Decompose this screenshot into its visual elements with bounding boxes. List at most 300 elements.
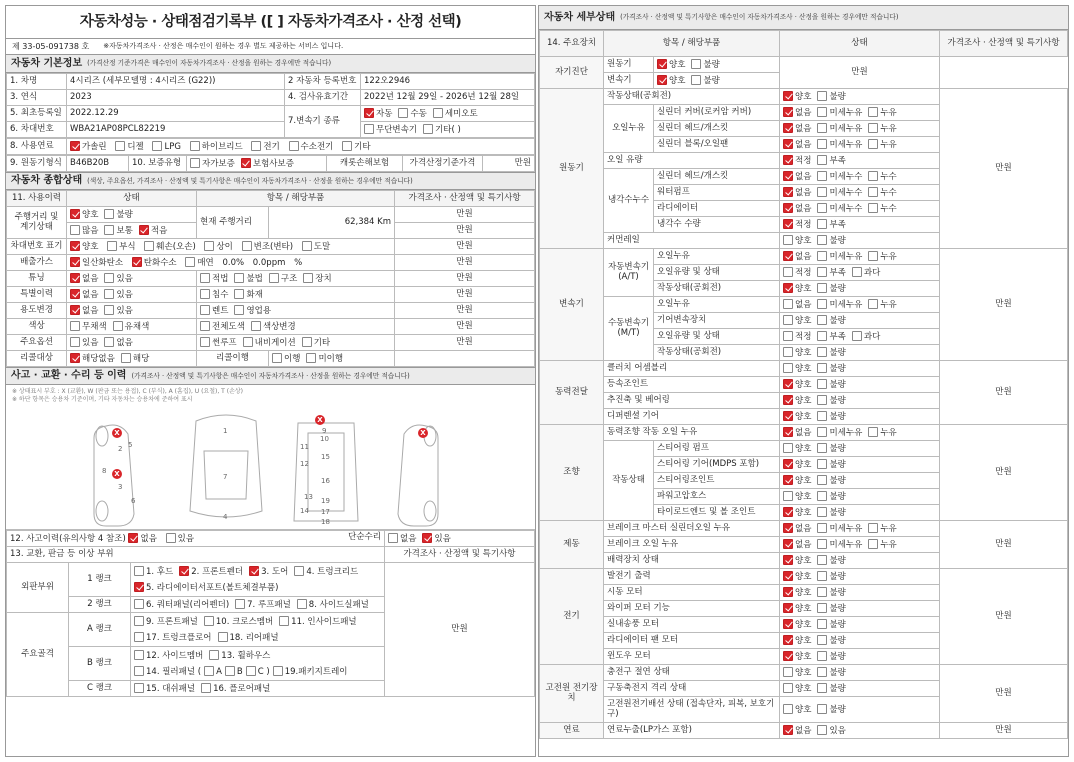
part-pillar-a[interactable]: A bbox=[204, 664, 222, 680]
hv-port-opt-0[interactable]: 양호 bbox=[783, 667, 811, 678]
part-pillar-panel[interactable]: 14. 필러패널 ( bbox=[134, 664, 201, 680]
cool-head-opt-1[interactable]: 미세누수 bbox=[817, 171, 862, 182]
cool-radiator-opt-0[interactable]: 없음 bbox=[783, 203, 811, 214]
simple-yes[interactable]: 있음 bbox=[422, 533, 450, 544]
checked-icon bbox=[783, 475, 793, 485]
at-oil-opt-1[interactable]: 미세누유 bbox=[817, 251, 862, 262]
checkbox-icon bbox=[817, 363, 827, 373]
clutch-opt-1[interactable]: 불량 bbox=[817, 363, 845, 374]
brake-master-opt-0[interactable]: 없음 bbox=[783, 523, 811, 534]
section-at-oil: 변속기 bbox=[540, 249, 604, 361]
checkbox-icon bbox=[783, 299, 793, 309]
car-name-value: 4시리즈 (세부모델명 : 4시리즈 (G22)) bbox=[67, 74, 285, 90]
diagram-legend bbox=[6, 385, 535, 404]
part-front-panel[interactable]: 9. 프론트패널 bbox=[134, 614, 198, 630]
plate-corrosion[interactable]: 부식 bbox=[107, 241, 135, 252]
common-rail-opt-0[interactable]: 양호 bbox=[783, 235, 811, 246]
plate-price: 만원 bbox=[395, 239, 535, 255]
trans-manual[interactable]: 수동 bbox=[398, 108, 426, 119]
starter-opt-0[interactable]: 양호 bbox=[783, 587, 811, 598]
brake-oil-opt-1[interactable]: 미세누유 bbox=[817, 539, 862, 550]
part-front-fender[interactable]: 2. 프론트펜더 bbox=[179, 564, 243, 580]
hv-battery-opt-1[interactable]: 불량 bbox=[817, 683, 845, 694]
checked-icon bbox=[241, 158, 251, 168]
item-oil-cover: 실린더 커버(로커암 커버) bbox=[654, 105, 780, 121]
plate-good[interactable]: 양호 bbox=[70, 241, 98, 252]
checkbox-icon bbox=[115, 141, 125, 151]
cv-joint-opt-1[interactable]: 불량 bbox=[817, 379, 845, 390]
at-level-opt-2[interactable]: 과다 bbox=[852, 267, 880, 278]
fuel-other[interactable]: 기타 bbox=[342, 141, 370, 152]
mt-gear-opt-0[interactable]: 양호 bbox=[783, 315, 811, 326]
recall-items bbox=[269, 351, 395, 367]
price-self-engine: 만원 bbox=[780, 57, 940, 89]
plate-altered[interactable]: 변조(변타) bbox=[242, 241, 293, 252]
steer-oil-opt-2[interactable]: 누유 bbox=[868, 427, 896, 438]
item-brake-oil: 브레이크 오일 누유 bbox=[604, 537, 780, 553]
special-options bbox=[67, 287, 197, 303]
checkbox-icon bbox=[817, 523, 827, 533]
tune-legal[interactable]: 적법 bbox=[200, 273, 228, 284]
steer-hose-opt-0[interactable]: 양호 bbox=[783, 491, 811, 502]
item-oil-head: 실린더 헤드/개스킷 bbox=[654, 121, 780, 137]
checkbox-icon bbox=[868, 427, 878, 437]
hv-battery-opt-0[interactable]: 양호 bbox=[783, 683, 811, 694]
checkbox-icon bbox=[134, 683, 144, 693]
checkbox-icon bbox=[868, 539, 878, 549]
checked-icon bbox=[249, 566, 259, 576]
part-num-3: 3 bbox=[118, 483, 123, 491]
use-yes[interactable]: 있음 bbox=[104, 305, 132, 316]
steer-oil-opt-1[interactable]: 미세누유 bbox=[817, 427, 862, 438]
document-number-note: ※자동차가격조사 · 산정은 매수인이 원하는 경우 별도 제공하는 서비스 입니다. bbox=[103, 42, 344, 50]
part-inside-panel[interactable]: 11. 인사이드패널 bbox=[279, 614, 357, 630]
state-at-level bbox=[780, 265, 940, 281]
part-cross-member[interactable]: 10. 크로스멤버 bbox=[204, 614, 273, 630]
self-trans-opt-0[interactable]: 양호 bbox=[657, 75, 685, 86]
checkbox-icon bbox=[817, 683, 827, 693]
state-steer-oil bbox=[780, 425, 940, 441]
hv-port-opt-1[interactable]: 불량 bbox=[817, 667, 845, 678]
fuel-table bbox=[6, 138, 535, 155]
recall-price bbox=[395, 351, 535, 367]
part-trunk-floor[interactable]: 17. 트렁크플로어 bbox=[134, 630, 212, 646]
window-motor-opt-1[interactable]: 불량 bbox=[817, 651, 845, 662]
special-fire[interactable]: 화재 bbox=[234, 289, 262, 300]
fuel-lpg[interactable]: LPG bbox=[152, 141, 180, 152]
engine-idle-opt-1[interactable]: 불량 bbox=[817, 91, 845, 102]
accident-title: 사고 · 교환 · 수리 등 이력 bbox=[11, 370, 127, 381]
mt-level-opt-2[interactable]: 과다 bbox=[852, 331, 880, 342]
checkbox-icon bbox=[251, 321, 261, 331]
part-radiator-support[interactable]: 5. 라디에이터서포트(볼트체결부품) bbox=[134, 580, 278, 596]
checkbox-icon bbox=[817, 347, 827, 357]
recall-yes[interactable]: 해당 bbox=[121, 353, 149, 364]
cool-pump-opt-2[interactable]: 누수 bbox=[868, 187, 896, 198]
prop-shaft-opt-0[interactable]: 양호 bbox=[783, 395, 811, 406]
checkbox-icon bbox=[817, 91, 827, 101]
self-trans-opt-1[interactable]: 불량 bbox=[691, 75, 719, 86]
part-num-15: 15 bbox=[321, 453, 330, 461]
item-oil-block: 실린더 블록/오일팬 bbox=[654, 137, 780, 153]
cool-radiator-opt-1[interactable]: 미세누수 bbox=[817, 203, 862, 214]
at-idle-opt-0[interactable]: 양호 bbox=[783, 283, 811, 294]
color-achromatic[interactable]: 무채색 bbox=[70, 321, 107, 332]
at-level-opt-0[interactable]: 적정 bbox=[783, 267, 811, 278]
self-engine-opt-0[interactable]: 양호 bbox=[657, 59, 685, 70]
brake-master-opt-2[interactable]: 누유 bbox=[868, 523, 896, 534]
checkbox-icon bbox=[783, 235, 793, 245]
fuel-electric[interactable]: 전기 bbox=[251, 141, 279, 152]
warranty-label: 10. 보증유형 bbox=[129, 156, 187, 172]
warranty-self[interactable]: 자가보증 bbox=[190, 158, 235, 169]
state-clutch bbox=[780, 361, 940, 377]
common-rail-opt-1[interactable]: 불량 bbox=[817, 235, 845, 246]
fuel-diesel[interactable]: 디젤 bbox=[115, 141, 143, 152]
steer-pump-opt-1[interactable]: 불량 bbox=[817, 443, 845, 454]
checkbox-icon bbox=[817, 123, 827, 133]
item-tie-rod: 타이로드엔드 및 볼 조인트 bbox=[654, 505, 780, 521]
checkbox-icon bbox=[817, 427, 827, 437]
option-sunroof[interactable]: 썬루프 bbox=[200, 337, 237, 348]
window-motor-opt-0[interactable]: 양호 bbox=[783, 651, 811, 662]
diagram-legend-1: ※ 상태표시 부호 : X (교환), W (판금 또는 용접), C (부식), A (흠집), U (요철), T (손상) bbox=[12, 388, 244, 395]
part-floor-panel[interactable]: 16. 플로어패널 bbox=[201, 683, 270, 694]
basic-info-header bbox=[6, 55, 535, 73]
gas-co[interactable]: 일산화탄소 bbox=[70, 257, 123, 268]
part-num-17: 17 bbox=[321, 508, 330, 516]
checkbox-icon bbox=[200, 289, 210, 299]
tie-rod-opt-1[interactable]: 불량 bbox=[817, 507, 845, 518]
opt-many[interactable]: 많음 bbox=[70, 225, 98, 236]
item-at-level: 오일유량 및 상태 bbox=[654, 265, 780, 281]
state-at-idle bbox=[780, 281, 940, 297]
checkbox-icon bbox=[204, 241, 214, 251]
item-at-idle: 작동상태(공회전) bbox=[654, 281, 780, 297]
part-roof-panel[interactable]: 7. 루프패널 bbox=[235, 599, 291, 610]
basic-info-title: 자동차 기본정보 bbox=[11, 57, 83, 69]
wiper-opt-1[interactable]: 불량 bbox=[817, 603, 845, 614]
fuel-label: 8. 사용연료 bbox=[7, 139, 67, 155]
mt-idle-opt-0[interactable]: 양호 bbox=[783, 347, 811, 358]
checkbox-icon bbox=[398, 108, 408, 118]
part-pillar-c[interactable]: C ) bbox=[246, 664, 270, 680]
recall-notdone[interactable]: 미이행 bbox=[306, 353, 343, 364]
color-full-paint[interactable]: 전체도색 bbox=[200, 321, 245, 332]
sub-at-oil: 자동변속기 (A/T) bbox=[604, 249, 654, 297]
abnormal-parts-label: 13. 교환, 판금 등 이상 부위 bbox=[7, 547, 385, 563]
cool-level-opt-0[interactable]: 적정 bbox=[783, 219, 811, 230]
section-fuel-leak: 연료 bbox=[540, 723, 604, 739]
tune-none[interactable]: 없음 bbox=[70, 273, 98, 284]
left-page bbox=[5, 5, 536, 757]
engine-idle-opt-0[interactable]: 양호 bbox=[783, 91, 811, 102]
trans-auto[interactable]: 자동 bbox=[364, 108, 392, 119]
state-oil-level bbox=[780, 153, 940, 169]
cool-pump-opt-0[interactable]: 없음 bbox=[783, 187, 811, 198]
checkbox-icon bbox=[783, 331, 793, 341]
detail-title: 자동차 세부상태 bbox=[544, 11, 616, 23]
item-wiper: 와이퍼 모터 기능 bbox=[604, 601, 780, 617]
option-navi[interactable]: 내비게이션 bbox=[243, 337, 296, 348]
oil-head-opt-1[interactable]: 미세누유 bbox=[817, 123, 862, 134]
fuel-leak-opt-1[interactable]: 있음 bbox=[817, 725, 845, 736]
simple-none[interactable]: 없음 bbox=[388, 533, 416, 544]
opt-bad[interactable]: 불량 bbox=[104, 209, 132, 220]
checked-icon bbox=[70, 305, 80, 315]
at-idle-opt-1[interactable]: 불량 bbox=[817, 283, 845, 294]
warranty-insurance[interactable]: 보험사보증 bbox=[241, 158, 294, 169]
part-pillar-b[interactable]: B bbox=[225, 664, 243, 680]
hv-wiring-opt-0[interactable]: 양호 bbox=[783, 704, 811, 715]
tune-structure[interactable]: 구조 bbox=[269, 273, 297, 284]
price-alternator: 만원 bbox=[940, 569, 1068, 665]
steer-joint-opt-1[interactable]: 불량 bbox=[817, 475, 845, 486]
rank-b-label: B 랭크 bbox=[69, 647, 131, 681]
oil-head-opt-0[interactable]: 없음 bbox=[783, 123, 811, 134]
mt-idle-opt-1[interactable]: 불량 bbox=[817, 347, 845, 358]
hv-wiring-opt-1[interactable]: 불량 bbox=[817, 704, 845, 715]
color-change[interactable]: 색상변경 bbox=[251, 321, 296, 332]
oil-cover-opt-0[interactable]: 없음 bbox=[783, 107, 811, 118]
checked-icon bbox=[132, 257, 142, 267]
part-quarter-panel[interactable]: 6. 쿼터패널(리어펜더) bbox=[134, 599, 229, 610]
use-none[interactable]: 없음 bbox=[70, 305, 98, 316]
option-other[interactable]: 기타 bbox=[302, 337, 330, 348]
checkbox-icon bbox=[817, 187, 827, 197]
opt-few[interactable]: 적음 bbox=[139, 225, 167, 236]
checkbox-icon bbox=[190, 141, 200, 151]
checkbox-icon bbox=[388, 533, 398, 543]
radiator-fan-opt-0[interactable]: 양호 bbox=[783, 635, 811, 646]
checked-icon bbox=[783, 251, 793, 261]
part-num-10: 10 bbox=[320, 435, 329, 443]
option-none[interactable]: 없음 bbox=[104, 337, 132, 348]
use-business[interactable]: 영업용 bbox=[234, 305, 271, 316]
mt-level-opt-1[interactable]: 부족 bbox=[817, 331, 845, 342]
fuel-leak-opt-0[interactable]: 없음 bbox=[783, 725, 811, 736]
oil-head-opt-2[interactable]: 누유 bbox=[868, 123, 896, 134]
oil-cover-opt-2[interactable]: 누유 bbox=[868, 107, 896, 118]
fuel-hydrogen[interactable]: 수소전기 bbox=[289, 141, 334, 152]
checkbox-icon bbox=[104, 225, 114, 235]
tune-illegal[interactable]: 불법 bbox=[234, 273, 262, 284]
accident-yes[interactable]: 있음 bbox=[166, 533, 194, 544]
alternator-opt-1[interactable]: 불량 bbox=[817, 571, 845, 582]
item-fuel-leak: 연료누출(LP가스 포함) bbox=[604, 723, 780, 739]
brake-oil-opt-2[interactable]: 누유 bbox=[868, 539, 896, 550]
steer-hose-opt-1[interactable]: 불량 bbox=[817, 491, 845, 502]
alternator-opt-0[interactable]: 양호 bbox=[783, 571, 811, 582]
part-package-tray[interactable]: 19.패키지트레이 bbox=[273, 664, 348, 680]
status-title: 자동차 종합상태 bbox=[11, 175, 83, 186]
gas-options bbox=[67, 255, 395, 271]
part-side-sill[interactable]: 8. 사이드실패널 bbox=[297, 599, 369, 610]
clutch-opt-0[interactable]: 양호 bbox=[783, 363, 811, 374]
item-differential: 디퍼렌셜 기어 bbox=[604, 409, 780, 425]
part-wheel-house[interactable]: 13. 휠하우스 bbox=[209, 648, 270, 664]
at-level-opt-1[interactable]: 부족 bbox=[817, 267, 845, 278]
brake-master-opt-1[interactable]: 미세누유 bbox=[817, 523, 862, 534]
checked-icon bbox=[422, 533, 432, 543]
part-rear-panel[interactable]: 18. 리어패널 bbox=[218, 630, 279, 646]
checkbox-icon bbox=[852, 331, 862, 341]
basic-info-table bbox=[6, 73, 535, 138]
special-yes[interactable]: 있음 bbox=[104, 289, 132, 300]
plate-smeared[interactable]: 도말 bbox=[302, 241, 330, 252]
gas-hc[interactable]: 탄화수소 bbox=[132, 257, 177, 268]
status-table bbox=[6, 190, 535, 367]
mileage-price-1: 만원 bbox=[395, 207, 535, 223]
rank-b-items bbox=[131, 647, 385, 681]
brake-oil-opt-0[interactable]: 없음 bbox=[783, 539, 811, 550]
opt-good[interactable]: 양호 bbox=[70, 209, 98, 220]
part-dash-panel[interactable]: 15. 대쉬패널 bbox=[134, 683, 195, 694]
plate-damage[interactable]: 훼손(오손) bbox=[144, 241, 195, 252]
plate-label: 차대번호 표기 bbox=[7, 239, 67, 255]
option-yes[interactable]: 있음 bbox=[70, 337, 98, 348]
checkbox-icon bbox=[107, 241, 117, 251]
accident-none[interactable]: 없음 bbox=[128, 533, 156, 544]
steer-gear-opt-1[interactable]: 불량 bbox=[817, 459, 845, 470]
cool-level-opt-1[interactable]: 부족 bbox=[817, 219, 845, 230]
mt-oil-opt-2[interactable]: 누유 bbox=[868, 299, 896, 310]
checkbox-icon bbox=[817, 539, 827, 549]
item-steer-joint: 스티어링조인트 bbox=[654, 473, 780, 489]
part-hood[interactable]: 1. 후드 bbox=[134, 564, 173, 580]
part-trunk-lid[interactable]: 4. 트렁크리드 bbox=[294, 564, 358, 580]
prop-shaft-opt-1[interactable]: 불량 bbox=[817, 395, 845, 406]
detail-col-state: 상태 bbox=[780, 31, 940, 57]
checkbox-icon bbox=[279, 616, 289, 626]
at-oil-opt-2[interactable]: 누유 bbox=[868, 251, 896, 262]
exchange-mark-fender: X bbox=[112, 428, 122, 438]
steer-pump-opt-0[interactable]: 양호 bbox=[783, 443, 811, 454]
mt-gear-opt-1[interactable]: 불량 bbox=[817, 315, 845, 326]
color-price: 만원 bbox=[395, 319, 535, 335]
brake-booster-opt-0[interactable]: 양호 bbox=[783, 555, 811, 566]
checkbox-icon bbox=[204, 616, 214, 626]
section-hv-port: 고전원 전기장치 bbox=[540, 665, 604, 723]
blower-opt-1[interactable]: 불량 bbox=[817, 619, 845, 630]
checkbox-icon bbox=[817, 315, 827, 325]
checkbox-icon bbox=[868, 203, 878, 213]
recall-done[interactable]: 이행 bbox=[272, 353, 300, 364]
oil-level-opt-0[interactable]: 적정 bbox=[783, 155, 811, 166]
trans-semi[interactable]: 세미오토 bbox=[433, 108, 478, 119]
steer-gear-opt-0[interactable]: 양호 bbox=[783, 459, 811, 470]
checkbox-icon bbox=[302, 241, 312, 251]
special-none[interactable]: 없음 bbox=[70, 289, 98, 300]
color-chromatic[interactable]: 유채색 bbox=[113, 321, 150, 332]
document-title: 자동차성능 · 상태점검기록부 ([ ] 자동차가격조사 · 산정 선택) bbox=[6, 6, 535, 39]
special-flood[interactable]: 침수 bbox=[200, 289, 228, 300]
checked-icon bbox=[783, 427, 793, 437]
radiator-fan-opt-1[interactable]: 불량 bbox=[817, 635, 845, 646]
blower-opt-0[interactable]: 양호 bbox=[783, 619, 811, 630]
part-side-member[interactable]: 12. 사이드멤버 bbox=[134, 648, 203, 664]
price-hv-port: 만원 bbox=[940, 665, 1068, 723]
checkbox-icon bbox=[783, 683, 793, 693]
tie-rod-opt-0[interactable]: 양호 bbox=[783, 507, 811, 518]
part-num-16: 16 bbox=[321, 477, 330, 485]
section-brake-master: 제동 bbox=[540, 521, 604, 569]
checkbox-icon bbox=[817, 395, 827, 405]
steer-oil-opt-0[interactable]: 없음 bbox=[783, 427, 811, 438]
oil-level-opt-1[interactable]: 부족 bbox=[817, 155, 845, 166]
checkbox-icon bbox=[201, 683, 211, 693]
wiper-opt-0[interactable]: 양호 bbox=[783, 603, 811, 614]
checkbox-icon bbox=[234, 305, 244, 315]
fuel-gasoline[interactable]: 가솔린 bbox=[70, 141, 107, 152]
state-self-engine bbox=[654, 57, 780, 73]
item-at-oil: 오일누유 bbox=[654, 249, 780, 265]
checkbox-icon bbox=[302, 337, 312, 347]
checked-icon bbox=[783, 459, 793, 469]
mt-level-opt-0[interactable]: 적정 bbox=[783, 331, 811, 342]
item-cool-pump: 워터펌프 bbox=[654, 185, 780, 201]
cool-head-opt-0[interactable]: 없음 bbox=[783, 171, 811, 182]
color-options bbox=[67, 319, 197, 335]
oil-block-opt-2[interactable]: 누유 bbox=[868, 139, 896, 150]
mt-oil-opt-1[interactable]: 미세누유 bbox=[817, 299, 862, 310]
oil-cover-opt-1[interactable]: 미세누유 bbox=[817, 107, 862, 118]
cool-head-opt-2[interactable]: 누수 bbox=[868, 171, 896, 182]
mileage-state-1 bbox=[67, 207, 197, 223]
oil-block-opt-1[interactable]: 미세누유 bbox=[817, 139, 862, 150]
mileage-price-2: 만원 bbox=[395, 223, 535, 239]
checked-icon bbox=[364, 108, 374, 118]
fuel-hybrid[interactable]: 하이브리드 bbox=[190, 141, 243, 152]
differential-opt-1[interactable]: 불량 bbox=[817, 411, 845, 422]
item-prop-shaft: 추진축 및 베어링 bbox=[604, 393, 780, 409]
tune-device[interactable]: 장치 bbox=[303, 273, 331, 284]
item-hv-wiring: 고전원전기배선 상태 (접속단자, 피복, 보호기구) bbox=[604, 697, 780, 723]
use-items bbox=[197, 303, 395, 319]
cool-radiator-opt-2[interactable]: 누수 bbox=[868, 203, 896, 214]
checkbox-icon bbox=[817, 459, 827, 469]
tune-yes[interactable]: 있음 bbox=[104, 273, 132, 284]
trans-other[interactable]: 기타( ) bbox=[423, 124, 461, 135]
checked-icon bbox=[783, 651, 793, 661]
checkbox-icon bbox=[817, 667, 827, 677]
checkbox-icon bbox=[246, 666, 256, 676]
differential-opt-0[interactable]: 양호 bbox=[783, 411, 811, 422]
oil-block-opt-0[interactable]: 없음 bbox=[783, 139, 811, 150]
gas-smoke[interactable]: 매연 bbox=[185, 257, 213, 268]
mt-oil-opt-0[interactable]: 없음 bbox=[783, 299, 811, 310]
recall-none[interactable]: 해당없음 bbox=[70, 353, 115, 364]
part-door[interactable]: 3. 도어 bbox=[249, 564, 288, 580]
checkbox-icon bbox=[817, 635, 827, 645]
steer-joint-opt-0[interactable]: 양호 bbox=[783, 475, 811, 486]
starter-opt-1[interactable]: 불량 bbox=[817, 587, 845, 598]
self-engine-opt-1[interactable]: 불량 bbox=[691, 59, 719, 70]
state-hv-battery bbox=[780, 681, 940, 697]
state-alternator bbox=[780, 569, 940, 585]
checkbox-icon bbox=[251, 141, 261, 151]
brake-booster-opt-1[interactable]: 불량 bbox=[817, 555, 845, 566]
item-blower: 실내송풍 모터 bbox=[604, 617, 780, 633]
cool-pump-opt-1[interactable]: 미세누수 bbox=[817, 187, 862, 198]
plate-diff[interactable]: 상이 bbox=[204, 241, 232, 252]
opt-normal[interactable]: 보통 bbox=[104, 225, 132, 236]
at-oil-opt-0[interactable]: 없음 bbox=[783, 251, 811, 262]
color-label: 색상 bbox=[7, 319, 67, 335]
trans-cvt[interactable]: 무단변속기 bbox=[364, 124, 417, 135]
cv-joint-opt-0[interactable]: 양호 bbox=[783, 379, 811, 390]
use-rent[interactable]: 렌트 bbox=[200, 305, 228, 316]
